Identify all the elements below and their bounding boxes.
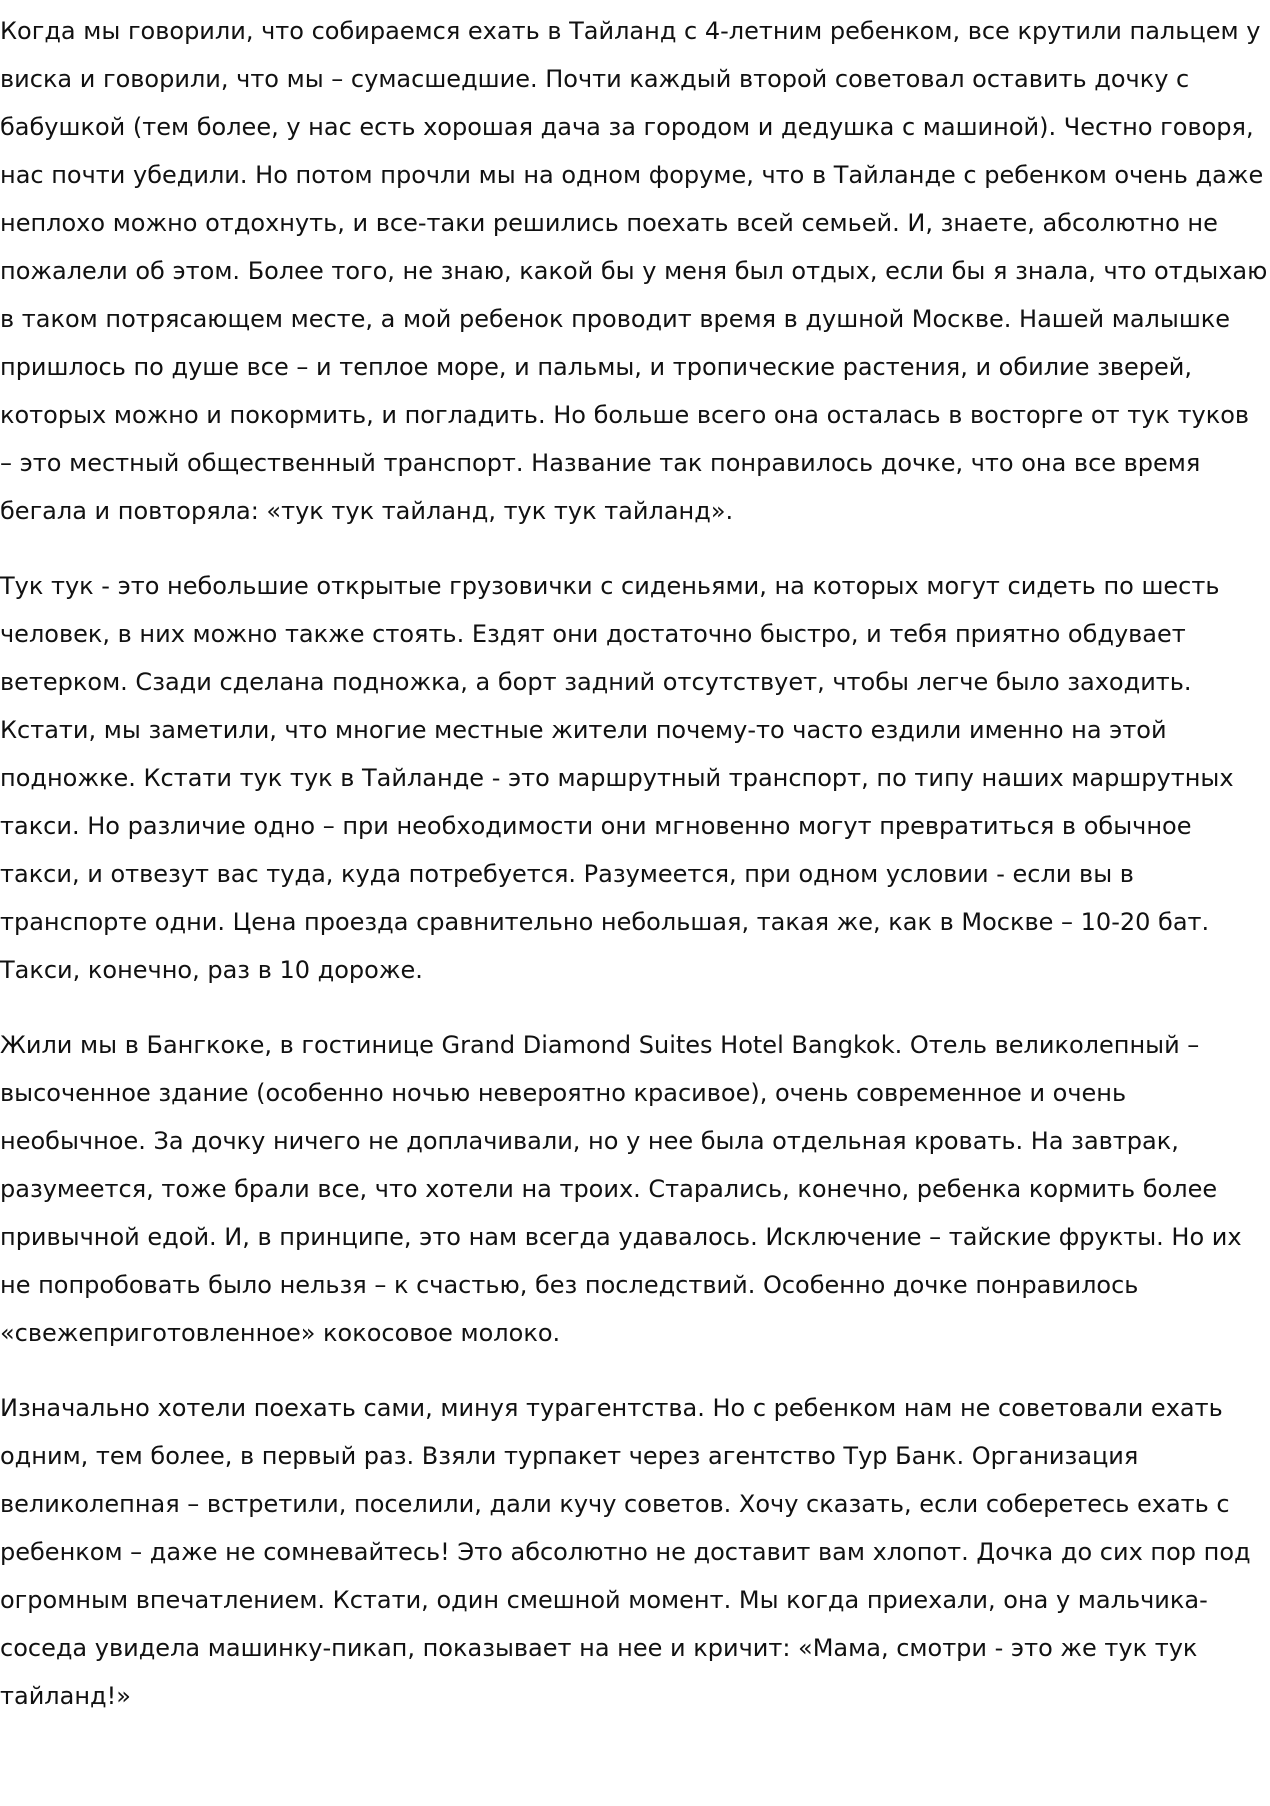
article-paragraph-2: Тук тук - это небольшие открытые грузовички с сиденьями, на которых могут сидеть по шесть человек, в них можно также стоять. Ездят они достаточно быстро, и тебя приятно обдувает ветерком. Сзади сделана подножка, а борт задний отсутствует, чтобы легче было заходить. Кстати, мы заметили, что многие местные жители почему-то часто ездили именно на этой подножке. Кстати тук тук в Тайланде - это маршрутный транспорт, по типу наших маршрутных такси. Но различие одно – при необходимости они мгновенно могут превратиться в обычное такси, и отвезут вас туда, куда потребуется. Разумеется, при одном условии - если вы в транспорте одни. Цена проезда сравнительно небольшая, такая же, как в Москве – 10-20 бат. Такси, конечно, раз в 10 дороже. [0,572,1234,984]
article-paragraph-4: Изначально хотели поехать сами, минуя турагентства. Но с ребенком нам не советовали ехать одним, тем более, в первый раз. Взяли турпакет через агентство Тур Банк. Организация великолепная – встретили, поселили, дали кучу советов. Хочу сказать, если соберетесь ехать с ребенком – даже не сомневайтесь! Это абсолютно не доставит вам хлопот. Дочка до сих пор под огромным впечатлением. Кстати, один смешной момент. Мы когда приехали, она у мальчика-соседа увидела машинку-пикап, показывает на нее и кричит: «Мама, смотри - это же тук тук тайланд!» [0,1394,1251,1710]
article-paragraph-1: Когда мы говорили, что собираемся ехать в Тайланд с 4-летним ребенком, все крутили пальцем у виска и говорили, что мы – сумасшедшие. Почти каждый второй советовал оставить дочку с бабушкой (тем более, у нас есть хорошая дача за городом и дедушка с машиной). Честно говоря, нас почти убедили. Но потом прочли мы на одном форуме, что в Тайланде с ребенком очень даже неплохо можно отдохнуть, и все-таки решились поехать всей семьей. И, знаете, абсолютно не пожалели об этом. Более того, не знаю, какой бы у меня был отдых, если бы я знала, что отдыхаю в таком потрясающем месте, а мой ребенок проводит время в душной Москве. Нашей малышке пришлось по душе все – и теплое море, и пальмы, и тропические растения, и обилие зверей, которых можно и покормить, и погладить. Но больше всего она осталась в восторге от тук туков – это местный общественный транспорт. Название так понравилось дочке, что она все время бегала и повторяла: «тук тук тайланд, тук тук тайланд». [0,17,1268,525]
article-paragraph-3: Жили мы в Бангкоке, в гостинице Grand Diamond Suites Hotel Bangkok. Отель великолепный – высоченное здание (особенно ночью невероятно красивое), очень современное и очень необычное. За дочку ничего не доплачивали, но у нее была отдельная кровать. На завтрак, разумеется, тоже брали все, что хотели на троих. Старались, конечно, ребенка кормить более привычной едой. И, в принципе, это нам всегда удавалось. Исключение – тайские фрукты. Но их не попробовать было нельзя – к счастью, без последствий. Особенно дочке понравилось «свежеприготовленное» кокосовое молоко. [0,1031,1242,1347]
article-body [0,7,1268,1747]
